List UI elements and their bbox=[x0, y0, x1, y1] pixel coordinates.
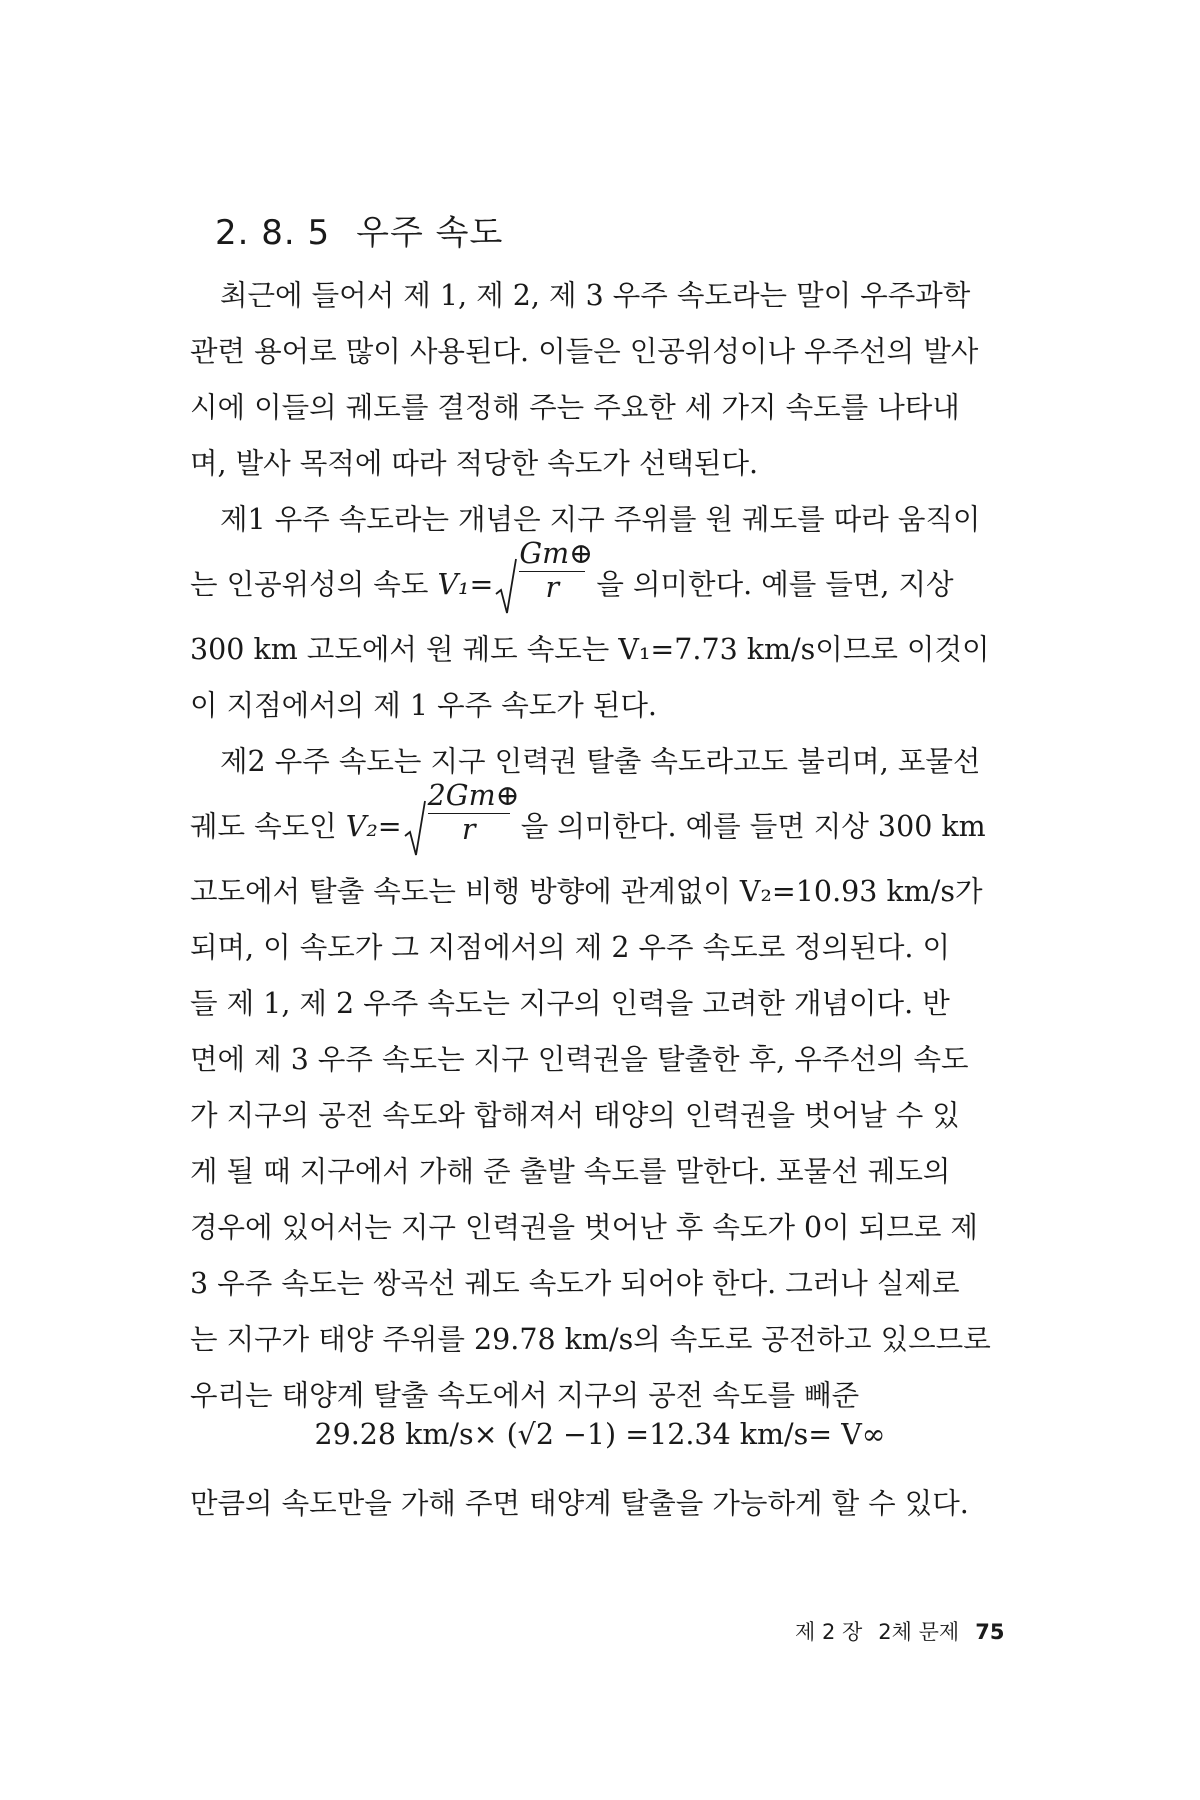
text-line: 게 될 때 지구에서 가해 준 출발 속도를 말한다. 포물선 궤도의 bbox=[190, 1155, 951, 1188]
text-line: 되며, 이 속도가 그 지점에서의 제 2 우주 속도로 정의된다. 이 bbox=[190, 931, 951, 964]
radical-icon bbox=[495, 558, 517, 616]
text-line: 이 지점에서의 제 1 우주 속도가 된다. bbox=[190, 689, 657, 722]
paragraph-3 bbox=[190, 734, 1070, 1424]
v2-symbol: V₂= bbox=[345, 810, 402, 843]
paragraph-2 bbox=[190, 492, 1070, 734]
text-line: 가 지구의 공전 속도와 합해져서 태양의 인력권을 벗어날 수 있 bbox=[190, 1099, 960, 1132]
text-fragment: 을 의미한다. 예를 들면, 지상 bbox=[596, 568, 954, 601]
text-line: 300 km 고도에서 원 궤도 속도는 V₁=7.73 km/s이므로 이것이 bbox=[190, 633, 990, 666]
text-line: 최근에 들어서 제 1, 제 2, 제 3 우주 속도라는 말이 우주과학 bbox=[220, 279, 971, 312]
radical-icon bbox=[404, 800, 426, 858]
equation: 29.28 km/s× (√2 −1) =12.34 km/s= V∞ bbox=[314, 1418, 886, 1451]
text-fragment: 는 인공위성의 속도 bbox=[190, 568, 429, 601]
text-fragment: 궤도 속도인 bbox=[190, 810, 337, 843]
text-line: 들 제 1, 제 2 우주 속도는 지구의 인력을 고려한 개념이다. 반 bbox=[190, 987, 950, 1020]
text-fragment: 을 의미한다. 예를 들면 지상 300 km bbox=[520, 810, 986, 843]
footer-chapter: 제 2 장 bbox=[795, 1620, 863, 1644]
formula-line-v2 bbox=[190, 778, 1070, 864]
text-line: 시에 이들의 궤도를 결정해 주는 주요한 세 가지 속도를 나타내 bbox=[190, 391, 960, 424]
page-footer bbox=[795, 1616, 1004, 1646]
text-line: 고도에서 탈출 속도는 비행 방향에 관계없이 V₂=10.93 km/s가 bbox=[190, 875, 983, 908]
text-line: 며, 발사 목적에 따라 적당한 속도가 선택된다. bbox=[190, 447, 759, 480]
text-line: 관련 용어로 많이 사용된다. 이들은 인공위성이나 우주선의 발사 bbox=[190, 335, 979, 368]
footer-title: 2체 문제 bbox=[878, 1620, 960, 1644]
sqrt-v1 bbox=[495, 536, 593, 616]
section-title: 우주 속도 bbox=[356, 213, 504, 253]
text-line: 3 우주 속도는 쌍곡선 궤도 속도가 되어야 한다. 그러나 실제로 bbox=[190, 1267, 960, 1300]
fraction-v2: 2Gm⊕ r bbox=[427, 778, 520, 846]
sqrt-v2 bbox=[404, 778, 520, 858]
body-text bbox=[190, 268, 1070, 1424]
text-line: 는 지구가 태양 주위를 29.78 km/s의 속도로 공전하고 있으므로 bbox=[190, 1323, 991, 1356]
text-line: 경우에 있어서는 지구 인력권을 벗어난 후 속도가 0이 되므로 제 bbox=[190, 1211, 978, 1244]
denominator: r bbox=[545, 570, 560, 604]
section-heading bbox=[215, 205, 503, 254]
text-line: 우리는 태양계 탈출 속도에서 지구의 공전 속도를 빼준 bbox=[190, 1379, 860, 1412]
fraction-v1: Gm⊕ r bbox=[519, 536, 593, 604]
denominator: r bbox=[461, 812, 476, 846]
formula-line-v1 bbox=[190, 536, 1070, 622]
text-line: 면에 제 3 우주 속도는 지구 인력권을 탈출한 후, 우주선의 속도 bbox=[190, 1043, 969, 1076]
page-number: 75 bbox=[975, 1620, 1005, 1644]
text-line: 제1 우주 속도라는 개념은 지구 주위를 원 궤도를 따라 움직이 bbox=[220, 503, 981, 536]
closing-text bbox=[190, 1476, 1070, 1532]
section-number: 2. 8. 5 bbox=[215, 213, 331, 253]
text-line: 만큼의 속도만을 가해 주면 태양계 탈출을 가능하게 할 수 있다. bbox=[190, 1487, 969, 1520]
text-line: 제2 우주 속도는 지구 인력권 탈출 속도라고도 불리며, 포물선 bbox=[220, 745, 981, 778]
v1-symbol: V₁= bbox=[437, 568, 494, 601]
paragraph-1 bbox=[190, 268, 1070, 492]
